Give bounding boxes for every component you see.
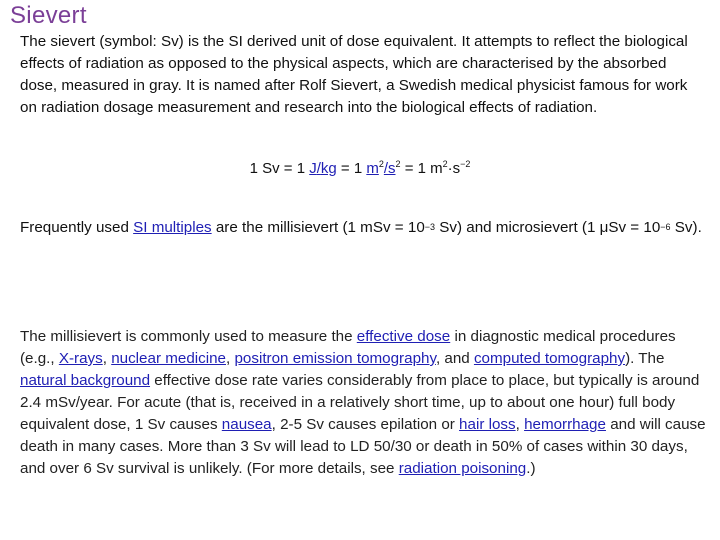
text-run: Frequently used bbox=[20, 219, 134, 236]
si-multiples-link[interactable]: SI multiples bbox=[133, 219, 212, 236]
page-title: Sievert bbox=[10, 2, 87, 29]
text-run: , bbox=[102, 350, 112, 367]
text-run: are the millisievert (1 mSv = 10 bbox=[211, 219, 425, 236]
text-run: , bbox=[226, 350, 235, 367]
text-run: , bbox=[515, 416, 525, 433]
metre-link[interactable]: m bbox=[366, 160, 379, 177]
text-run: ). The bbox=[625, 350, 665, 367]
kilogram-link[interactable]: kg bbox=[320, 160, 337, 177]
exponent: −3 bbox=[424, 222, 436, 232]
radiation-poisoning-link[interactable]: radiation poisoning bbox=[398, 460, 527, 477]
natural-background-link[interactable]: natural background bbox=[20, 372, 151, 389]
formula-text: = 1 bbox=[336, 160, 367, 177]
text-run: , 2-5 Sv causes epilation or bbox=[271, 416, 460, 433]
exponent: −6 bbox=[660, 222, 671, 232]
text-run: , and bbox=[435, 350, 474, 367]
hair-loss-link[interactable]: hair loss bbox=[459, 416, 516, 433]
formula-text: ·s bbox=[447, 160, 461, 177]
text-run: The millisievert is commonly used to measure the bbox=[20, 328, 357, 345]
text-run: effective dose rate varies considerably from place to place, but typically is around 2.4 mSv/year. For acute (that is, received in a relatively short time, up to about one hour) full body equivalent dose, 1 Sv causes bbox=[20, 372, 700, 433]
hemorrhage-link[interactable]: hemorrhage bbox=[524, 416, 606, 433]
computed-tomography-link[interactable]: computed tomography bbox=[473, 350, 626, 367]
text-run: .) bbox=[526, 460, 536, 477]
text-run: in diagnostic medical procedures (e.g., bbox=[20, 328, 676, 367]
joule-link[interactable]: J bbox=[309, 160, 317, 177]
pet-link[interactable]: positron emission tomography bbox=[234, 350, 436, 367]
usage-paragraph bbox=[20, 326, 710, 480]
formula-text: 1 Sv = 1 bbox=[249, 160, 310, 177]
text-run: and will cause death in many cases. More than 3 Sv will lead to LD 50/30 or death in 50% of cases within 30 days, and over 6 Sv survival is unlikely. (For more details, see bbox=[20, 416, 706, 477]
per-link[interactable]: / bbox=[383, 160, 389, 177]
exponent: 2 bbox=[442, 159, 448, 169]
nuclear-medicine-link[interactable]: nuclear medicine bbox=[111, 350, 226, 367]
text-run: Sv). bbox=[670, 219, 702, 236]
second-link[interactable]: s bbox=[388, 160, 396, 177]
multiples-paragraph bbox=[20, 217, 706, 239]
exponent: 2 bbox=[395, 159, 401, 169]
effective-dose-link[interactable]: effective dose bbox=[356, 328, 451, 345]
x-rays-link[interactable]: X-rays bbox=[58, 350, 103, 367]
text-run: Sv) and microsievert (1 μSv = 10 bbox=[435, 219, 661, 236]
nausea-link[interactable]: nausea bbox=[221, 416, 272, 433]
unit-formula bbox=[0, 160, 720, 177]
exponent: 2 bbox=[378, 159, 384, 169]
exponent: −2 bbox=[460, 159, 471, 169]
formula-text: = 1 m bbox=[400, 160, 443, 177]
intro-paragraph: The sievert (symbol: Sv) is the SI derived unit of dose equivalent. It attempts to reflect the biological effects of radiation as opposed to the physical aspects, which are characterised by the absorbed dose, measured in gray. It is named after Rolf Sievert, a Swedish medical physicist famous for work on radiation dosage measurement and research into the biological effects of radiation. bbox=[20, 33, 688, 116]
per-link[interactable]: / bbox=[316, 160, 321, 177]
